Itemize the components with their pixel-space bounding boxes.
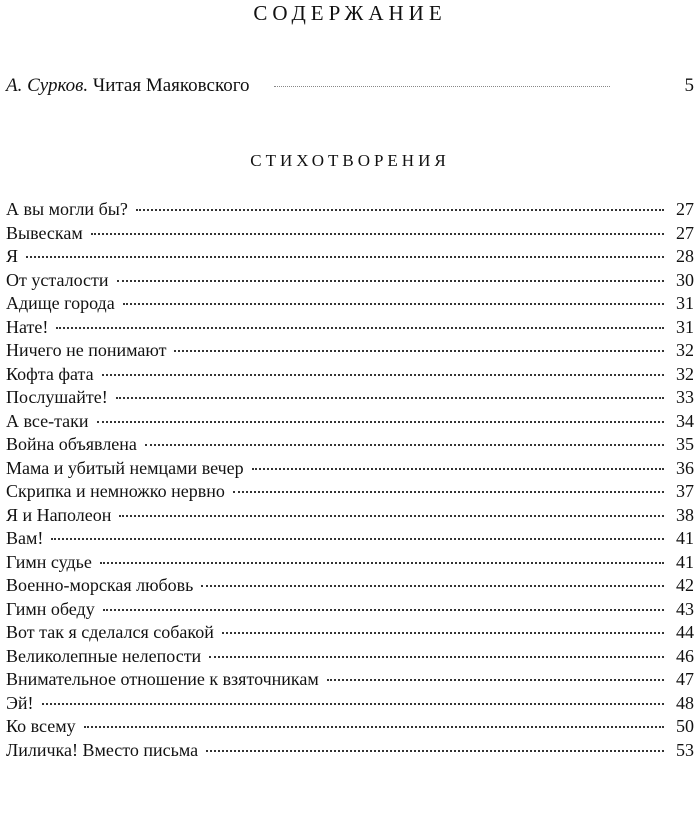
entry-title: Адище города	[6, 293, 115, 313]
toc-entry	[6, 433, 694, 457]
toc-entry	[6, 457, 694, 481]
entry-page-number: 32	[676, 340, 694, 360]
dot-leader	[233, 491, 664, 493]
entry-title: Вот так я сделался собакой	[6, 622, 214, 642]
intro-author: А. Сурков.	[6, 75, 89, 96]
dot-leader	[209, 656, 664, 658]
entry-title: Великолепные нелепости	[6, 645, 202, 666]
dot-leader	[102, 374, 664, 376]
entry-title: Эй!	[6, 692, 34, 713]
section-heading: СТИХОТВОРЕНИЯ	[250, 151, 450, 170]
entry-title: Вывескам	[6, 222, 83, 243]
entry-page-number: 46	[676, 645, 694, 666]
entry-page-number: 44	[676, 622, 694, 642]
toc-entry	[6, 269, 694, 293]
dot-leader	[201, 585, 664, 587]
entry-page-number: 41	[676, 551, 694, 572]
dot-leader	[51, 538, 664, 540]
toc-entry	[6, 363, 694, 387]
dot-leader	[103, 609, 664, 611]
dot-leader	[206, 750, 664, 752]
dot-leader	[145, 444, 664, 446]
entry-title: Ничего не понимают	[6, 340, 167, 360]
entry-title: Лиличка! Вместо письма	[6, 739, 199, 760]
dot-leader	[42, 703, 664, 705]
intro-entry	[6, 75, 694, 101]
entry-page-number: 27	[676, 199, 694, 219]
entry-title: Гимн судье	[6, 551, 92, 572]
toc-entry	[6, 292, 694, 316]
entry-title: Скрипка и немножко нервно	[6, 481, 225, 501]
dot-leader	[117, 280, 664, 282]
toc-entry	[6, 692, 694, 716]
entry-page-number: 30	[676, 269, 694, 290]
entry-title: Война объявлена	[6, 434, 137, 454]
dot-leader	[222, 632, 664, 634]
toc-entry	[6, 316, 694, 340]
entry-title: Я	[6, 246, 19, 266]
page-title: СОДЕРЖАНИЕ	[253, 1, 447, 25]
entry-page-number: 33	[676, 387, 694, 407]
toc-entry	[6, 386, 694, 410]
entry-page-number: 36	[676, 457, 694, 478]
entry-page-number: 28	[676, 246, 694, 266]
dot-leader	[84, 726, 664, 728]
dot-leader	[56, 327, 664, 329]
entry-title: Внимательное отношение к взяточникам	[6, 669, 319, 689]
entry-page-number: 27	[676, 222, 694, 243]
entry-page-number: 35	[676, 434, 694, 454]
toc-entry	[6, 222, 694, 246]
entry-page-number: 32	[676, 363, 694, 384]
dot-leader	[327, 679, 664, 681]
dot-leader	[252, 468, 664, 470]
entry-title: Вам!	[6, 528, 44, 548]
toc-entry	[6, 527, 694, 551]
entry-page-number: 47	[676, 669, 694, 689]
entry-page-number: 50	[676, 716, 694, 736]
dot-leader	[274, 86, 610, 87]
entry-page-number: 53	[676, 739, 694, 760]
entry-page-number: 48	[676, 692, 694, 713]
toc-entry	[6, 668, 694, 692]
toc-entry	[6, 339, 694, 363]
entry-title: А все-таки	[6, 410, 89, 431]
entry-title: Ко всему	[6, 716, 76, 736]
toc-entry	[6, 645, 694, 669]
entry-title: Послушайте!	[6, 387, 108, 407]
entry-page-number: 42	[676, 575, 694, 595]
entry-page-number: 31	[676, 293, 694, 313]
toc-entry	[6, 245, 694, 269]
toc-entry	[6, 574, 694, 598]
dot-leader	[136, 209, 664, 211]
entry-title: Кофта фата	[6, 363, 94, 384]
entry-title: Нате!	[6, 316, 49, 337]
dot-leader	[116, 397, 664, 399]
dot-leader	[91, 233, 664, 235]
entry-page-number: 37	[676, 481, 694, 501]
entry-title: От усталости	[6, 269, 109, 290]
entry-title: Гимн обеду	[6, 598, 95, 619]
toc-list	[6, 198, 694, 762]
dot-leader	[97, 421, 664, 423]
entry-page-number: 31	[676, 316, 694, 337]
entry-page-number: 41	[676, 528, 694, 548]
toc-entry	[6, 715, 694, 739]
toc-entry	[6, 621, 694, 645]
entry-title: Военно-морская любовь	[6, 575, 194, 595]
entry-page-number: 34	[676, 410, 694, 431]
toc-entry	[6, 739, 694, 763]
toc-entry	[6, 410, 694, 434]
entry-page-number: 38	[676, 504, 694, 525]
dot-leader	[26, 256, 664, 258]
dot-leader	[174, 350, 664, 352]
entry-title: А вы могли бы?	[6, 199, 128, 219]
toc-entry	[6, 504, 694, 528]
toc-entry	[6, 480, 694, 504]
toc-entry	[6, 551, 694, 575]
dot-leader	[119, 515, 664, 517]
intro-page-number: 5	[684, 75, 694, 96]
intro-title: Читая Маяковского	[92, 75, 250, 96]
toc-entry	[6, 598, 694, 622]
entry-page-number: 43	[676, 598, 694, 619]
toc-entry	[6, 198, 694, 222]
dot-leader	[123, 303, 664, 305]
entry-title: Мама и убитый немцами вечер	[6, 457, 244, 478]
entry-title: Я и Наполеон	[6, 504, 112, 525]
dot-leader	[100, 562, 664, 564]
